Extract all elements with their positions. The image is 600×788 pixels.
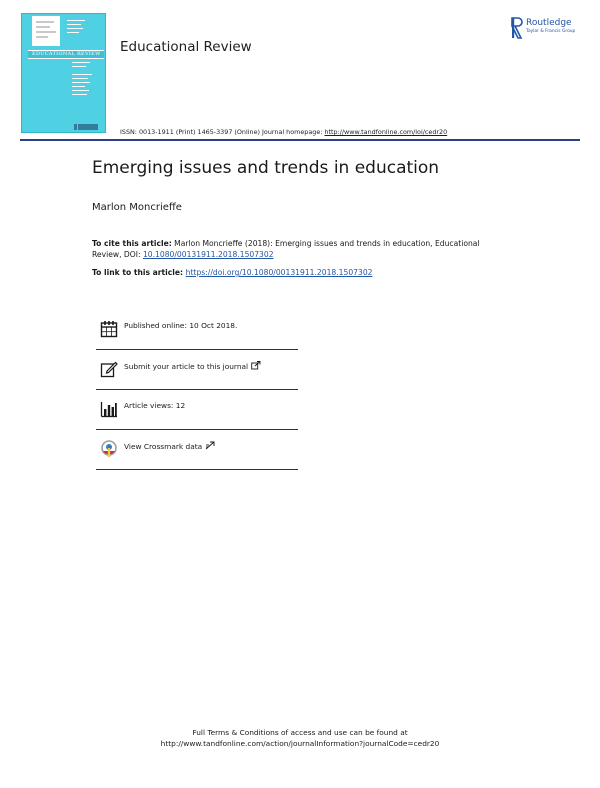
cover-title-strip bbox=[28, 50, 104, 59]
issn-text: ISSN: 0013-1911 (Print) 1465-3397 (Online) Journal homepage: bbox=[120, 128, 325, 136]
external-link-icon bbox=[205, 441, 215, 450]
issn-line bbox=[120, 128, 447, 136]
citation-block bbox=[92, 238, 492, 260]
publisher-logo[interactable] bbox=[511, 17, 591, 39]
link-line bbox=[92, 268, 372, 277]
article-author: Marlon Moncrieffe bbox=[92, 202, 182, 213]
footer-terms-text: Full Terms & Conditions of access and use can be found at bbox=[192, 728, 408, 737]
link-label: To link to this article: bbox=[92, 268, 186, 277]
published-date: Published online: 10 Oct 2018. bbox=[124, 321, 238, 330]
journal-title: Educational Review bbox=[120, 39, 252, 55]
footer-terms-link[interactable]: http://www.tandfonline.com/action/journalInformation?journalCode=cedr20 bbox=[160, 739, 440, 748]
published-row bbox=[96, 312, 298, 350]
cite-text: Marlon Moncrieffe (2018): Emerging issues and trends in education, Educational Review, DOI: bbox=[92, 239, 480, 259]
cite-label: To cite this article: bbox=[92, 239, 172, 248]
article-title: Emerging issues and trends in education bbox=[92, 158, 440, 178]
crossmark-icon bbox=[100, 440, 118, 458]
doi-link[interactable]: 10.1080/00131911.2018.1507302 bbox=[142, 250, 274, 259]
bar-chart-icon bbox=[100, 400, 118, 418]
calendar-icon bbox=[100, 320, 118, 338]
publisher-tagline: Taylor & Francis Group bbox=[526, 29, 576, 34]
submit-row[interactable] bbox=[96, 352, 298, 390]
header-divider bbox=[20, 139, 580, 141]
crossmark-row[interactable] bbox=[96, 432, 298, 470]
submit-article-link[interactable] bbox=[124, 361, 261, 371]
routledge-r-icon bbox=[511, 17, 523, 39]
cover-label-block bbox=[32, 16, 60, 46]
footer bbox=[0, 727, 600, 749]
journal-homepage-link[interactable]: http://www.tandfonline.com/loi/cedr20 bbox=[324, 128, 448, 136]
edit-icon bbox=[100, 360, 118, 378]
views-row bbox=[96, 392, 298, 430]
journal-cover-thumbnail bbox=[21, 13, 106, 133]
article-info-list bbox=[96, 312, 298, 470]
submit-article-text: Submit your article to this journal bbox=[124, 362, 249, 371]
cover-title: EDUCATIONAL REVIEW bbox=[32, 51, 101, 57]
crossmark-text: View Crossmark data bbox=[124, 442, 203, 451]
crossmark-link[interactable] bbox=[124, 441, 215, 451]
cover-publisher-logo bbox=[78, 124, 98, 130]
publisher-name: Routledge bbox=[526, 18, 572, 28]
external-link-icon bbox=[251, 361, 261, 370]
article-views: Article views: 12 bbox=[124, 401, 186, 410]
article-url-link[interactable]: https://doi.org/10.1080/00131911.2018.1507302 bbox=[185, 268, 373, 277]
